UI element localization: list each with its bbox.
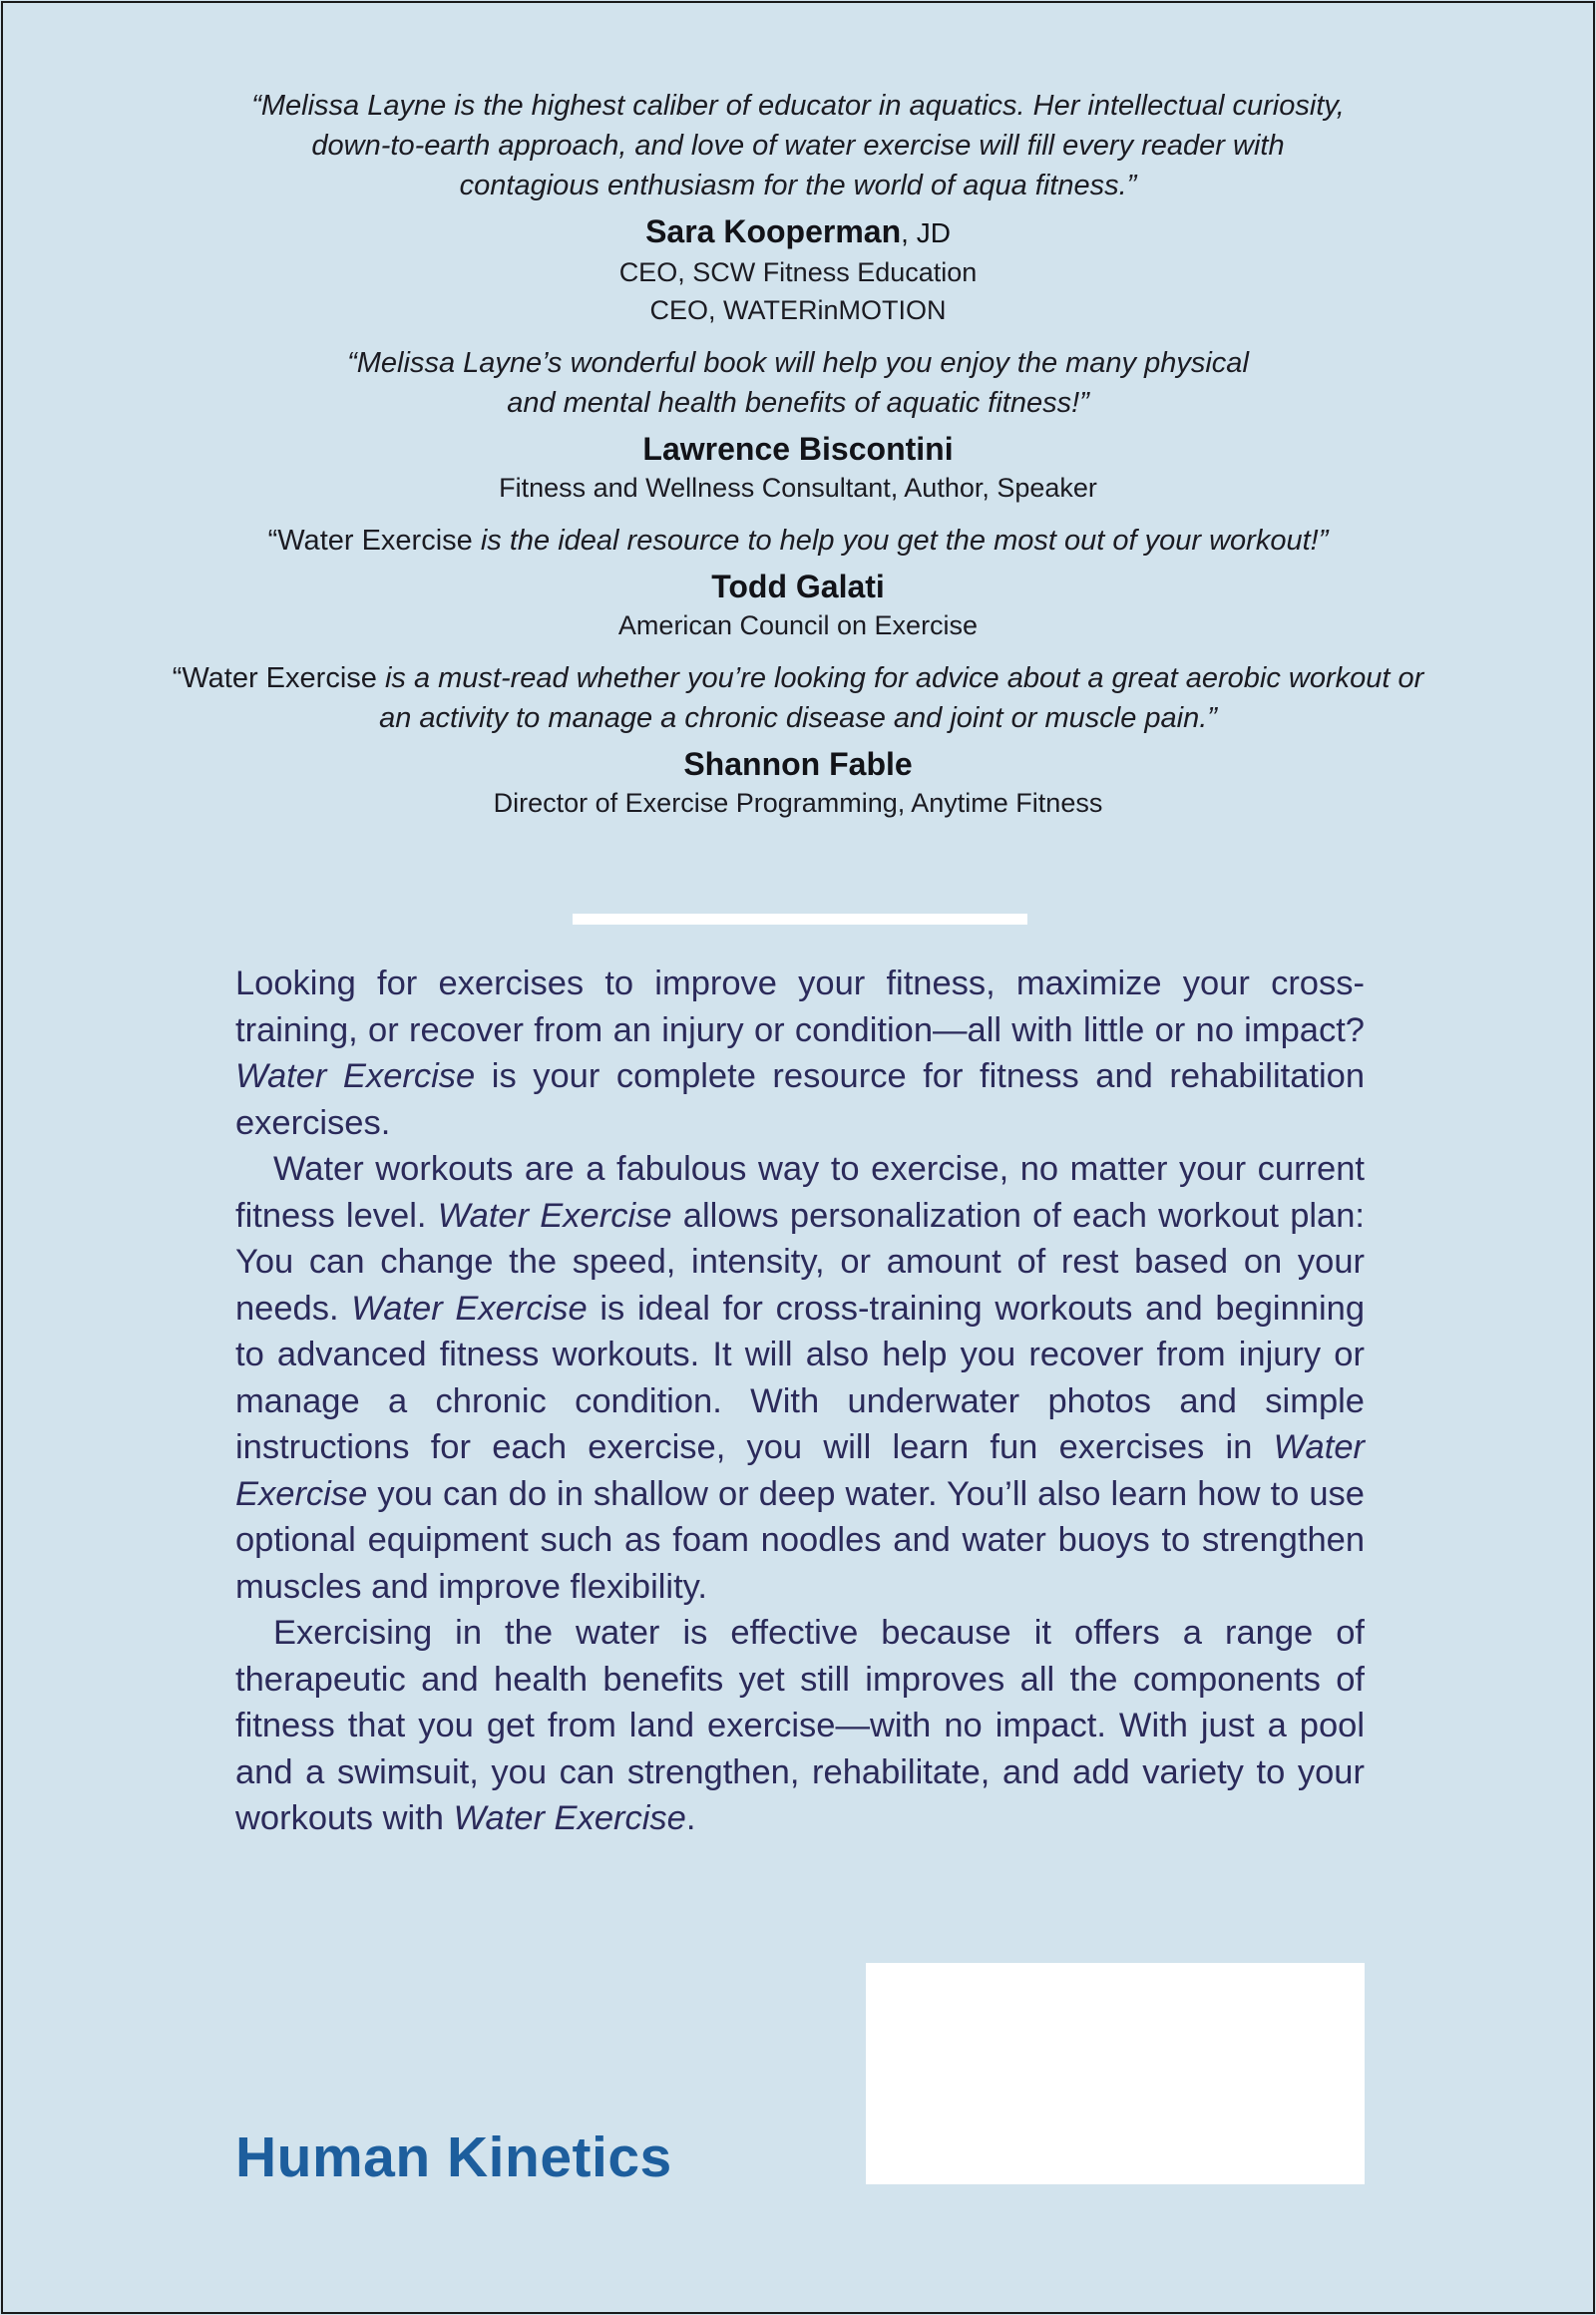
endorser-title: CEO, WATERinMOTION (649, 295, 947, 325)
endorser-title: American Council on Exercise (617, 610, 979, 640)
paragraph-text: is your complete resource for fitness and rehabilitation exercises. (235, 1057, 1366, 1142)
paragraph-text: . (685, 1799, 696, 1837)
endorser-name-text: Todd Galati (711, 569, 885, 604)
divider-rule (573, 914, 1027, 925)
quote-segment: an activity to manage a chronic disease and joint or muscle pain.” (379, 702, 1217, 734)
endorsement-quote-line (0, 521, 1596, 561)
paragraph-text: you can do in shallow or deep water. You’ll also learn how to use optional equipment such as foam noodles and water buoys to strengthen muscles and improve flexibility. (235, 1474, 1365, 1606)
endorsement-quote-line (0, 126, 1596, 166)
endorser-name-text: Shannon Fable (683, 746, 913, 782)
endorsement (0, 521, 1596, 644)
paragraph-text: Looking for exercises to improve your fitness, maximize your cross-training, or recover from an injury or condition—all with little or no impact? (235, 965, 1365, 1049)
endorser-name (0, 744, 1596, 784)
quote-segment: is a must-read whether you’re looking for advice about a great aerobic workout or (376, 662, 1424, 694)
endorser-name (0, 567, 1596, 606)
description-paragraph (235, 961, 1365, 1146)
paragraph-text: Exercising in the water is effective because it offers a range of therapeutic and health benefits yet still improves all the components of fitness that you get from land exercise—with no impact. With just a pool and a swimsuit, you can strengthen, rehabilitate, and add variety to your workouts with (235, 1614, 1365, 1837)
endorsements (0, 86, 1596, 836)
endorsement-quote-line (0, 698, 1596, 738)
quote-segment: “Melissa Layne’s wonderful book will help you enjoy the many physical (347, 347, 1249, 379)
paragraph-text: is ideal for cross-training workouts and beginning to advanced fitness workouts. It will also help you recover from injury or manage a chronic condition. With underwater photos and simple instructions for each exercise, you will learn fun exercises in (235, 1289, 1366, 1466)
book-title-italic: Water Exercise (351, 1289, 588, 1328)
endorser-name (0, 429, 1596, 469)
quote-segment: is the ideal resource to help you get the most out of your workout!” (472, 525, 1329, 557)
endorser-title: Fitness and Wellness Consultant, Author, Speaker (499, 473, 1097, 503)
endorsement (0, 343, 1596, 507)
paragraph-text: allows personalization of each workout plan: You can change the speed, intensity, or amount of rest based on your needs. (235, 1196, 1366, 1328)
book-title-italic: Water Exercise (235, 1428, 1365, 1513)
endorsement (0, 86, 1596, 329)
endorsement-quote-line (0, 658, 1596, 698)
endorsement-quote-line (0, 383, 1596, 423)
book-title-italic: Water Exercise (437, 1196, 672, 1235)
endorser-name (0, 211, 1596, 253)
endorser-title: CEO, SCW Fitness Education (618, 257, 978, 287)
description-paragraph (235, 1610, 1365, 1842)
endorser-name-text: Lawrence Biscontini (642, 431, 954, 467)
endorsement-quote-line (0, 166, 1596, 205)
description-paragraph (235, 1146, 1365, 1610)
book-title-italic: Water Exercise (235, 1057, 476, 1095)
endorser-credential: , JD (901, 217, 951, 248)
publisher-logo: Human Kinetics (235, 2125, 672, 2189)
endorser-title: Director of Exercise Programming, Anytime Fitness (493, 788, 1103, 818)
endorsement-quote-line (0, 343, 1596, 383)
paragraph-text: Water workouts are a fabulous way to exercise, no matter your current fitness level. (235, 1150, 1365, 1235)
quote-segment: down-to-earth approach, and love of water exercise will fill every reader with (311, 130, 1285, 162)
quote-segment: contagious enthusiasm for the world of aqua fitness.” (459, 170, 1137, 201)
quote-segment: “Melissa Layne is the highest caliber of educator in aquatics. Her intellectual curiosity, (251, 90, 1345, 122)
quote-segment: and mental health benefits of aquatic fitness!” (507, 387, 1089, 419)
description (235, 961, 1365, 1842)
barcode-area (866, 1963, 1365, 2184)
quote-segment: “Water Exercise (172, 662, 377, 694)
endorsement-quote-line (0, 86, 1596, 126)
endorser-name-text: Sara Kooperman (645, 213, 902, 249)
endorsement (0, 658, 1596, 822)
quote-segment: “Water Exercise (267, 525, 473, 557)
book-title-italic: Water Exercise (453, 1799, 686, 1837)
